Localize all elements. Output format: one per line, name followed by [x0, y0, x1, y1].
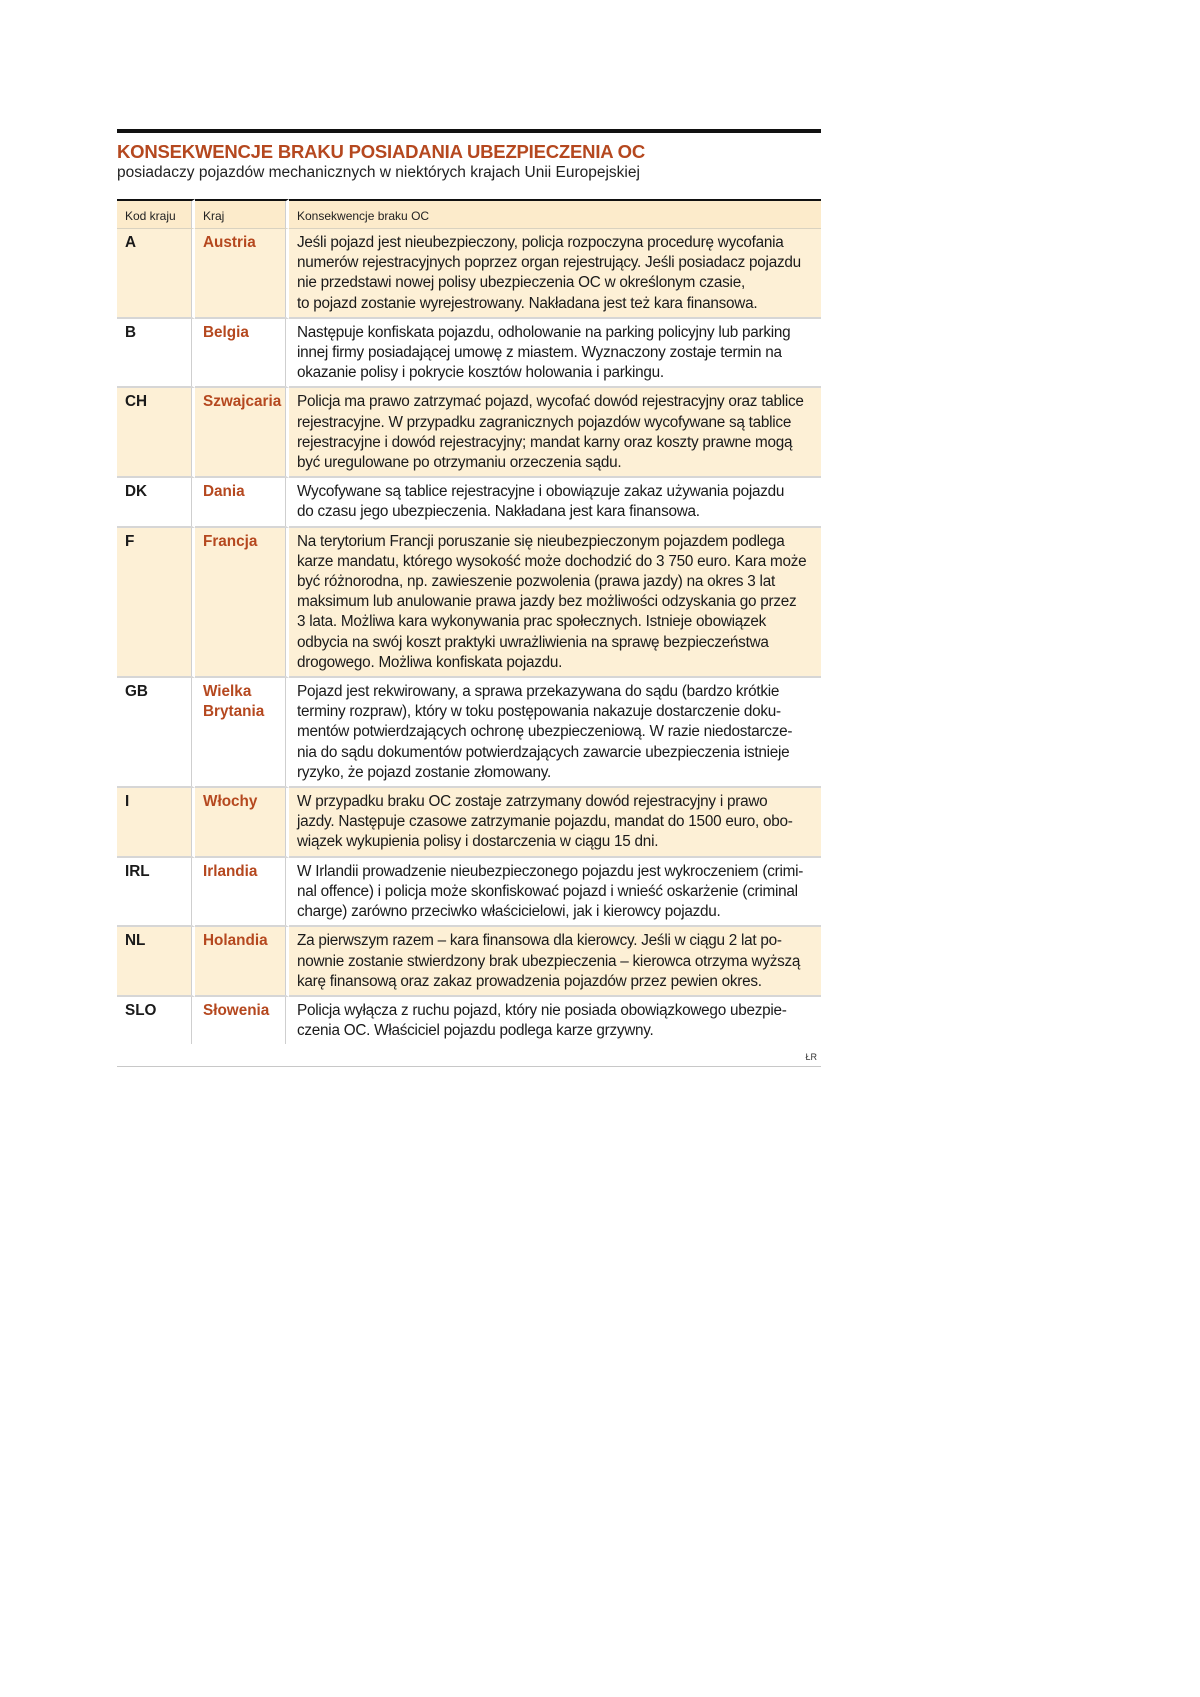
country-code-cell: F	[117, 528, 195, 678]
table-row	[117, 229, 821, 319]
consequence-cell	[289, 858, 821, 928]
consequence-line: Wycofywane są tablice rejestracyjne i obowiązuje zakaz używania pojazdu	[297, 483, 785, 501]
consequence-line: terminy rozpraw), który w toku postępowania nakazuje dostarczenie doku-	[297, 703, 781, 721]
consequence-cell	[289, 319, 821, 389]
country-code-cell: CH	[117, 388, 195, 478]
consequence-line: nie przedstawi nowej polisy ubezpieczenia OC w określonym czasie,	[297, 274, 745, 292]
consequence-line: Jeśli pojazd jest nieubezpieczony, policja rozpoczyna procedurę wycofania	[297, 234, 784, 251]
consequence-line: 3 lata. Możliwa kara wykonywania prac społecznych. Istnieje obowiązek	[297, 613, 767, 631]
country-code-cell: B	[117, 319, 195, 389]
country-name-cell: Austria	[195, 229, 289, 319]
consequence-line: innej firmy posiadającej umowę z miastem. Wyznaczony zostaje termin na	[297, 344, 782, 362]
country-name-cell: Włochy	[195, 788, 289, 858]
consequence-line: maksimum lub anulowanie prawa jazdy bez możliwości odzyskania go przez	[297, 593, 797, 611]
consequence-line: rejestracyjne i dowód rejestracyjny; mandat karny oraz koszty prawne mogą	[297, 433, 793, 451]
consequence-line: karę finansową oraz zakaz prowadzenia pojazdów przez pewien okres.	[297, 972, 762, 990]
table-header-row	[117, 199, 821, 229]
table-row	[117, 319, 821, 389]
source-credit: ŁR	[805, 1052, 817, 1063]
country-name-cell: Belgia	[195, 319, 289, 389]
consequence-line: numerów rejestracyjnych poprzez organ rejestrujący. Jeśli posiadacz pojazdu	[297, 254, 801, 272]
consequence-line: Na terytorium Francji poruszanie się nieubezpieczonym pojazdem podlega	[297, 532, 785, 550]
table-row	[117, 478, 821, 527]
table-row	[117, 997, 821, 1044]
country-code-cell: NL	[117, 927, 195, 997]
consequence-line: nal offence) i policja może skonfiskować pojazd i wnieść oskarżenie (criminal	[297, 882, 798, 900]
consequence-cell	[289, 528, 821, 678]
country-name-cell: Słowenia	[195, 997, 289, 1044]
consequence-line: być różnorodna, np. zawieszenie pozwolenia (prawa jazdy) na okres 3 lat	[297, 573, 775, 591]
column-header-country: Kraj	[195, 199, 289, 229]
consequence-cell	[289, 678, 821, 788]
country-code-cell: DK	[117, 478, 195, 527]
consequence-line: okazanie polisy i pokrycie kosztów holowania i parkingu.	[297, 364, 664, 382]
country-code-cell: GB	[117, 678, 195, 788]
consequence-line: czenia OC. Właściciel pojazdu podlega karze grzywny.	[297, 1022, 654, 1040]
consequence-line: do czasu jego ubezpieczenia. Nakładana jest kara finansowa.	[297, 503, 700, 521]
consequence-line: to pojazd zostanie wyrejestrowany. Nakładana jest też kara finansowa.	[297, 294, 758, 312]
consequence-cell	[289, 388, 821, 478]
consequence-line: karze mandatu, którego wysokość może dochodzić do 3 750 euro. Kara może	[297, 552, 807, 570]
consequence-line: nownie zostanie stwierdzony brak ubezpieczenia – kierowca otrzyma wyższą	[297, 952, 801, 970]
consequence-cell	[289, 927, 821, 997]
consequence-line: ryzyko, że pojazd zostanie złomowany.	[297, 763, 552, 781]
consequence-line: Pojazd jest rekwirowany, a sprawa przekazywana do sądu (bardzo krótkie	[297, 683, 780, 701]
infobox-subtitle: posiadaczy pojazdów mechanicznych w niektórych krajach Unii Europejskiej	[117, 164, 640, 181]
table-row	[117, 788, 821, 858]
country-code-cell: I	[117, 788, 195, 858]
consequence-line: Policja ma prawo zatrzymać pojazd, wycofać dowód rejestracyjny oraz tablice	[297, 393, 804, 411]
country-code-cell: SLO	[117, 997, 195, 1044]
top-rule	[117, 129, 821, 133]
column-header-code: Kod kraju	[117, 199, 195, 229]
consequence-line: nia do sądu dokumentów potwierdzających zawarcie ubezpieczenia istnieje	[297, 743, 790, 761]
table-row	[117, 528, 821, 678]
infobox	[117, 129, 821, 1067]
country-code-cell: A	[117, 229, 195, 319]
country-name-cell: Irlandia	[195, 858, 289, 928]
consequence-line: wiązek wykupienia polisy i dostarczenia w ciągu 15 dni.	[297, 833, 659, 851]
consequences-table	[117, 199, 821, 1044]
table-row	[117, 678, 821, 788]
consequence-cell	[289, 478, 821, 527]
table-body	[117, 229, 821, 1044]
table-row	[117, 388, 821, 478]
country-name-cell: Francja	[195, 528, 289, 678]
country-name-cell: Holandia	[195, 927, 289, 997]
country-code-cell: IRL	[117, 858, 195, 928]
consequence-line: W przypadku braku OC zostaje zatrzymany dowód rejestracyjny i prawo	[297, 793, 768, 811]
consequence-line: Następuje konfiskata pojazdu, odholowanie na parking policyjny lub parking	[297, 323, 791, 341]
consequence-cell	[289, 229, 821, 319]
consequence-line: mentów potwierdzających ochronę ubezpieczeniową. W razie niedostarcze-	[297, 723, 793, 741]
consequence-line: odbycia na swój koszt praktyki uwrażliwienia na sprawę bezpieczeństwa	[297, 633, 769, 651]
column-header-consequence: Konsekwencje braku OC	[289, 199, 821, 229]
bottom-rule	[117, 1066, 821, 1067]
consequence-cell	[289, 788, 821, 858]
table-row	[117, 858, 821, 928]
country-name-cell: Dania	[195, 478, 289, 527]
consequence-line: Policja wyłącza z ruchu pojazd, który nie posiada obowiązkowego ubezpie-	[297, 1001, 787, 1019]
country-name-cell: Szwajcaria	[195, 388, 289, 478]
consequence-line: W Irlandii prowadzenie nieubezpieczonego pojazdu jest wykroczeniem (crimi-	[297, 862, 804, 880]
consequence-cell	[289, 997, 821, 1044]
table-row	[117, 927, 821, 997]
consequence-line: Za pierwszym razem – kara finansowa dla kierowcy. Jeśli w ciągu 2 lat po-	[297, 932, 782, 950]
consequence-line: jazdy. Następuje czasowe zatrzymanie pojazdu, mandat do 1500 euro, obo-	[297, 813, 793, 831]
infobox-title: KONSEKWENCJE BRAKU POSIADANIA UBEZPIECZENIA OC	[117, 141, 646, 162]
consequence-line: rejestracyjne. W przypadku zagranicznych pojazdów wycofywane są tablice	[297, 413, 792, 431]
consequence-line: charge) zarówno przeciwko właścicielowi, jak i kierowcy pojazdu.	[297, 903, 721, 921]
consequence-line: być uregulowane po otrzymaniu orzeczenia sądu.	[297, 454, 622, 472]
consequence-line: drogowego. Możliwa konfiskata pojazdu.	[297, 653, 563, 671]
country-name-cell: Wielka Brytania	[195, 678, 289, 788]
